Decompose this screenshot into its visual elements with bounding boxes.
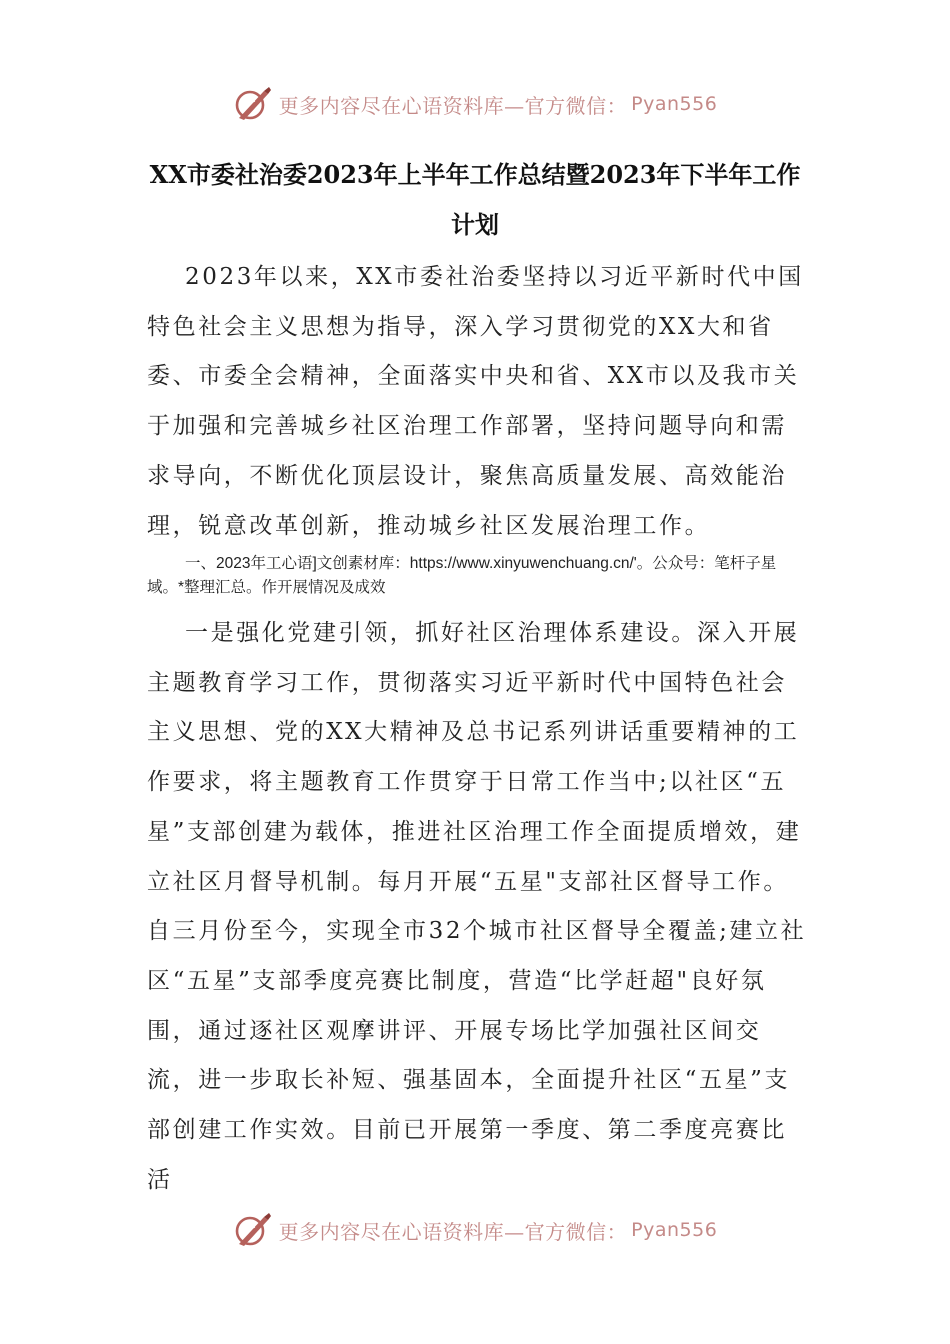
intro-paragraph: 2023年以来，XX市委社治委坚持以习近平新时代中国特色社会主义思想为指导，深入学习贯彻党的XX大和省委、市委全会精神，全面落实中央和省、XX市以及我市关于加强和完善城乡社区治理工作部署，坚持问题导向和需求导向，不断优化顶层设计，聚焦高质量发展、高效能治理，锐意改革创新，推动城乡社区发展治理工作。 xyxy=(147,264,804,539)
banner-text: 更多内容尽在心语资料库—官方微信： xyxy=(278,1219,628,1244)
document-title: XX市委社治委2023年上半年工作总结暨2023年下半年工作计划 xyxy=(149,160,801,239)
footer-watermark-banner xyxy=(0,1208,950,1252)
section-heading: 一、2023年工心语]文创素材库：https://www.xinyuwenchuang.cn/'。公众号：笔杆子星域。*整理汇总。作开展情况及成效 xyxy=(147,555,777,596)
banner-text: 更多内容尽在心语资料库—官方微信： xyxy=(278,93,628,118)
banner-handle: Pyan556 xyxy=(631,1219,718,1241)
banner-handle: Pyan556 xyxy=(631,93,718,115)
pen-logo-icon xyxy=(233,1210,273,1250)
pen-logo-icon xyxy=(233,84,273,124)
body-paragraph: 一是强化党建引领，抓好社区治理体系建设。深入开展主题教育学习工作，贯彻落实习近平新时代中国特色社会主义思想、党的XX大精神及总书记系列讲话重要精神的工作要求，将主题教育工作贯穿于日常工作当中;以社区“五星”支部创建为载体，推进社区治理工作全面提质增效，建立社区月督导机制。每月开展“五星"支部社区督导工作。自三月份至今，实现全市32个城市社区督导全覆盖;建立社区“五星”支部季度亮赛比制度，营造“比学赶超"良好氛围，通过逐社区观摩讲评、开展专场比学加强社区间交流，进一步取长补短、强基固本，全面提升社区“五星”支部创建工作实效。目前已开展第一季度、第二季度亮赛比活 xyxy=(147,620,807,1193)
header-watermark-banner xyxy=(0,82,950,126)
